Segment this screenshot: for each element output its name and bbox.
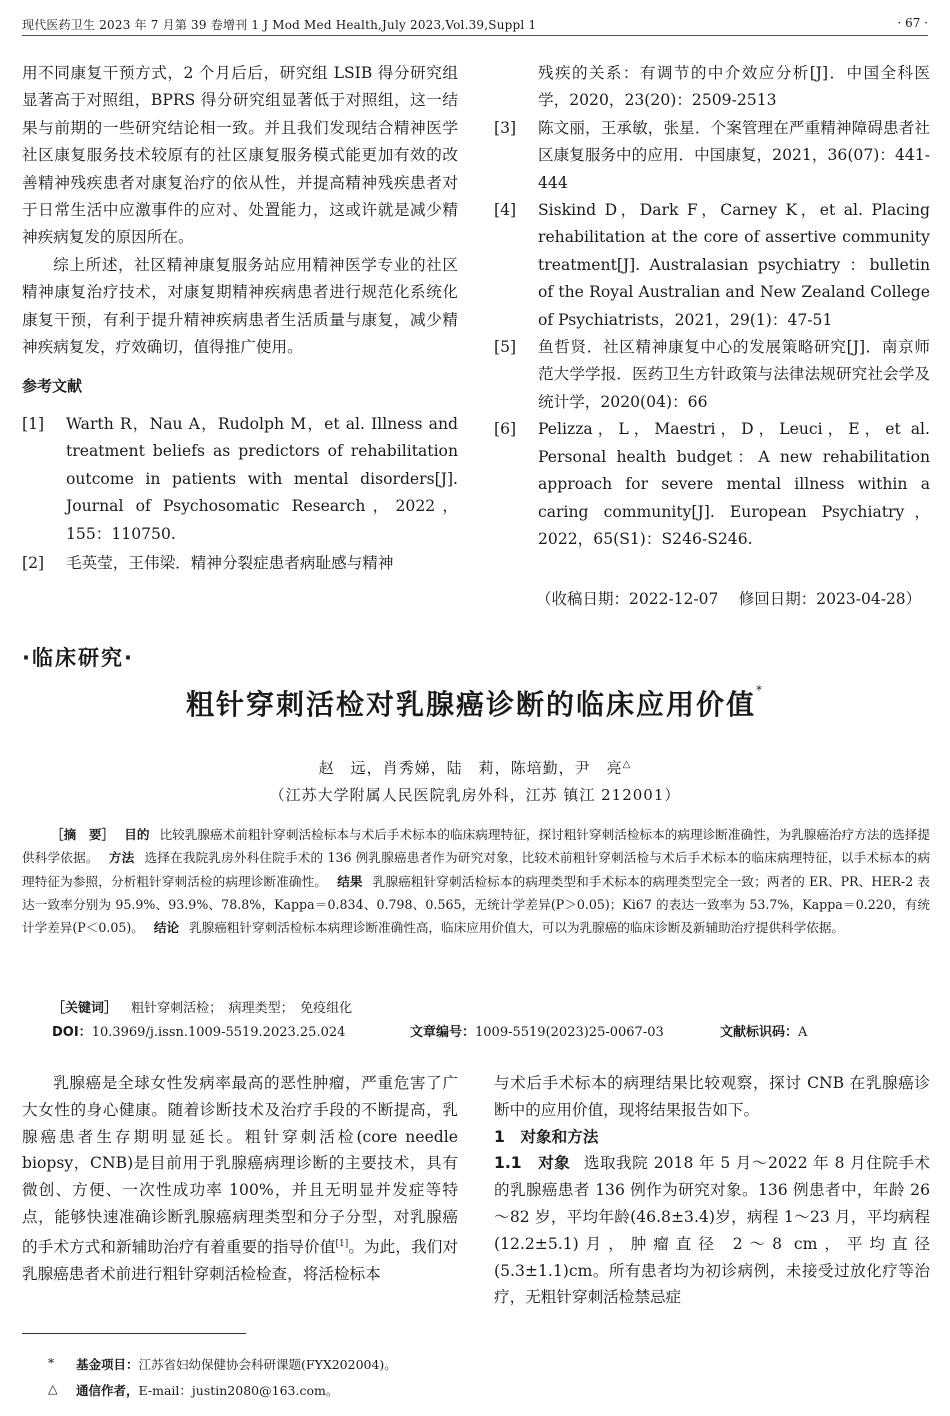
- doi-line: [52, 1021, 932, 1040]
- reference-number: [5]: [494, 338, 517, 357]
- running-header: [22, 14, 928, 36]
- reference-2: [22, 550, 458, 577]
- conclusion-label: 结论: [153, 920, 180, 936]
- reference-text: Warth R，Nau A，Rudolph M，et al. Illness and treatment beliefs as predictors of rehabilitation outcome in patients with mental disorders[J]. Journal of Psychosomatic Research，2022，155：110750.: [66, 414, 458, 543]
- methods-label: 方法: [108, 850, 135, 866]
- body-left-column: [22, 1070, 458, 1288]
- doc-code-label: 文献标识码：: [720, 1025, 799, 1040]
- section-1-1-label: 1.1 对象: [494, 1154, 571, 1173]
- reference-5: [494, 334, 930, 416]
- author-footnote-mark: △: [622, 759, 632, 770]
- reference-text: Pelizza，L，Maestri，D，Leuci，E，et al. Personal health budget：A new rehabilitation approach for severe mental illness within a caring community[J]. European Psychiatry，2022，65(S1)：S246-S246.: [538, 420, 930, 548]
- conclusion-text: 乳腺癌粗针穿刺活检标本病理诊断准确性高，临床应用价值大，可以为乳腺癌的临床诊断及新辅助治疗提供科学依据。: [189, 920, 844, 936]
- reference-text: Siskind D，Dark F，Carney K，et al. Placing rehabilitation at the core of assertive community treatment[J]. Australasian psychiatry ：bulletin of the Royal Australian and New Zealand College of Psychiatrists，2021，29(1)：47-51: [538, 201, 930, 329]
- article-title-block: [0, 683, 950, 723]
- keywords-text: 粗针穿刺活检； 病理类型； 免疫组化: [131, 1001, 353, 1016]
- footnote-text: E-mail：justin2080@163.com。: [138, 1383, 339, 1398]
- prev-paragraph-2: 综上所述，社区精神康复服务站应用精神医学专业的社区精神康复治疗技术，对康复期精神疾病患者进行规范化系统化康复干预，有利于提升精神疾病患者生活质量与康复，减少精神疾病复发，疗效确切，值得推广使用。: [22, 255, 458, 357]
- authors: 赵 远，肖秀娣，陆 莉，陈培勤，尹 亮: [318, 759, 623, 777]
- results-text: 乳腺癌粗针穿刺活检标本的病理类型和手术标本的病理类型完全一致；两者的 ER、PR、HER-2 表达一致率分别为 95.9%、93.9%、78.8%，Kappa＝0.834、0.798、0.565，无统计学差异(P＞0.05)；Ki67 的表达一致率为 53.7%，Kappa＝0.220，有统计学差异(P＜0.05)。: [22, 873, 930, 936]
- reference-number: [1]: [22, 414, 45, 433]
- journal-info: 现代医药卫生 2023 年 7 月第 39 卷增刊 1 J Mod Med Health,July 2023,Vol.39,Suppl 1: [22, 18, 537, 32]
- section-tag: ·临床研究·: [22, 646, 134, 670]
- authors-block: [0, 757, 950, 778]
- citation-1: [1]: [335, 1238, 349, 1249]
- abstract-label: ［摘 要］: [50, 827, 115, 842]
- footnote-label: 基金项目：: [76, 1357, 139, 1372]
- objective-label: 目的: [124, 827, 150, 842]
- reference-text: 陈文丽，王承敏，张星．个案管理在严重精神障碍患者社区康复服务中的应用．中国康复，2021，36(07)：441-444: [538, 118, 930, 192]
- reference-2-continued: [494, 60, 930, 115]
- objective-text: 比较乳腺癌术前粗针穿刺活检标本与术后手术标本的临床病理特征，探讨粗针穿刺活检标本的病理诊断准确性，为乳腺癌治疗方法的选择提供科学依据。: [22, 827, 931, 866]
- article-title: 粗针穿刺活检对乳腺癌诊断的临床应用价值: [185, 688, 756, 721]
- article-number-value: 1009-5519(2023)25-0067-03: [475, 1025, 664, 1040]
- article-number-label: 文章编号：: [410, 1025, 476, 1040]
- footnote-divider: [22, 1333, 246, 1334]
- reference-number: [2]: [22, 553, 45, 572]
- reference-text: 毛英莹，王伟梁．精神分裂症患者病耻感与精神: [66, 553, 394, 572]
- doi-label: DOI：: [52, 1025, 92, 1040]
- keywords-label: ［关键词］: [52, 1001, 118, 1016]
- intro-text-a: 乳腺癌是全球女性发病率最高的恶性肿瘤，严重危害了广大女性的身心健康。随着诊断技术及治疗手段的不断提高，乳腺癌患者生存期明显延长。粗针穿刺活检(core needle biopsy，CNB)是目前用于乳腺癌病理诊断的主要技术，具有微创、方便、一次性成功率 100%，并且无明显并发症等特点，能够快速准确诊断乳腺癌病理类型和分子分型，对乳腺癌的手术方式和新辅助治疗有着重要的指导价值: [22, 1074, 458, 1256]
- references-heading: 参考文献: [22, 377, 83, 396]
- reference-6: [494, 416, 930, 553]
- title-footnote-mark: *: [756, 683, 764, 697]
- methods-text: 选择在我院乳房外科住院手术的 136 例乳腺癌患者作为研究对象，比较术前粗针穿刺活检与术后手术标本的临床病理特征，以手术标本的病理特征为参照，分析粗针穿刺活检的病理诊断准确性。: [22, 850, 931, 889]
- section-1-heading: 1 对象和方法: [494, 1127, 599, 1146]
- reference-text: 残疾的关系：有调节的中介效应分析[J]．中国全科医学，2020，23(20)：2509-2513: [538, 64, 930, 110]
- prev-paragraph-1: 用不同康复干预方式，2 个月后后，研究组 LSIB 得分研究组显著高于对照组，BPRS 得分研究组显著低于对照组，这一结果与前期的一些研究结论相一致。并且我们发现结合精神医学社区康复服务技术较原有的社区康复服务模式能更加有效的改善精神残疾患者对康复治疗的依从性，并提高精神残疾患者对于日常生活中应激事件的应对、处置能力，这或许就是减少精神疾病复发的原因所在。: [22, 64, 458, 247]
- footnote-text: 江苏省妇幼保健协会科研课题(FYX202004)。: [138, 1357, 397, 1372]
- section-1-1: [494, 1150, 930, 1311]
- abstract: [22, 823, 930, 939]
- section-1-1-text: 选取我院 2018 年 5 月～2022 年 8 月住院手术的乳腺癌患者 136 例作为研究对象。136 例患者中，年龄 26～82 岁，平均年龄(46.8±3.4)岁，病程 1～23 月，平均病程(12.2±5.1)月，肿瘤直径 2～8 cm，平均直径(5.3±1.1)cm。所有患者均为初诊病例，未接受过放化疗等治疗，无粗针穿刺活检禁忌症: [494, 1154, 930, 1307]
- keywords: [52, 997, 352, 1016]
- footnote-mark: *: [48, 1355, 55, 1370]
- article-number-block: [410, 1021, 664, 1040]
- footnote-correspondence: [48, 1381, 338, 1399]
- intro-text-b: 。为此，我们对乳腺癌患者术前进行粗针穿刺活检检查，将活检标本: [22, 1237, 458, 1283]
- doi-value: 10.3969/j.issn.1009-5519.2023.25.024: [91, 1025, 346, 1040]
- prev-article-left-column: [22, 60, 458, 577]
- affiliation: （江苏大学附属人民医院乳房外科，江苏 镇江 212001）: [269, 786, 681, 804]
- intro-paragraph: [22, 1070, 458, 1288]
- footnote-funding: [48, 1355, 397, 1373]
- reference-number: [4]: [494, 201, 517, 220]
- footnote-label: 通信作者，: [76, 1383, 139, 1398]
- page-number: · 67 ·: [897, 16, 928, 30]
- reference-number: [6]: [494, 420, 517, 439]
- reference-4: [494, 197, 930, 334]
- doc-code-block: [720, 1021, 807, 1040]
- reference-number: [3]: [494, 118, 517, 137]
- footnote-mark: △: [48, 1381, 58, 1396]
- received-dates: （收稿日期：2022-12-07 修回日期：2023-04-28）: [536, 590, 922, 608]
- intro-continued: 与术后手术标本的病理结果比较观察，探讨 CNB 在乳腺癌诊断中的应用价值，现将结果报告如下。: [494, 1074, 930, 1119]
- doc-code-value: A: [798, 1025, 808, 1040]
- results-label: 结果: [337, 873, 363, 889]
- prev-article-right-column: [494, 60, 930, 553]
- doi-block: [52, 1025, 345, 1040]
- body-right-column: [494, 1070, 930, 1311]
- reference-3: [494, 115, 930, 197]
- reference-1: [22, 411, 458, 548]
- reference-text: 鱼哲贤．社区精神康复中心的发展策略研究[J]．南京师范大学学报．医药卫生方针政策与法律法规研究社会学及统计学，2020(04)：66: [538, 338, 930, 411]
